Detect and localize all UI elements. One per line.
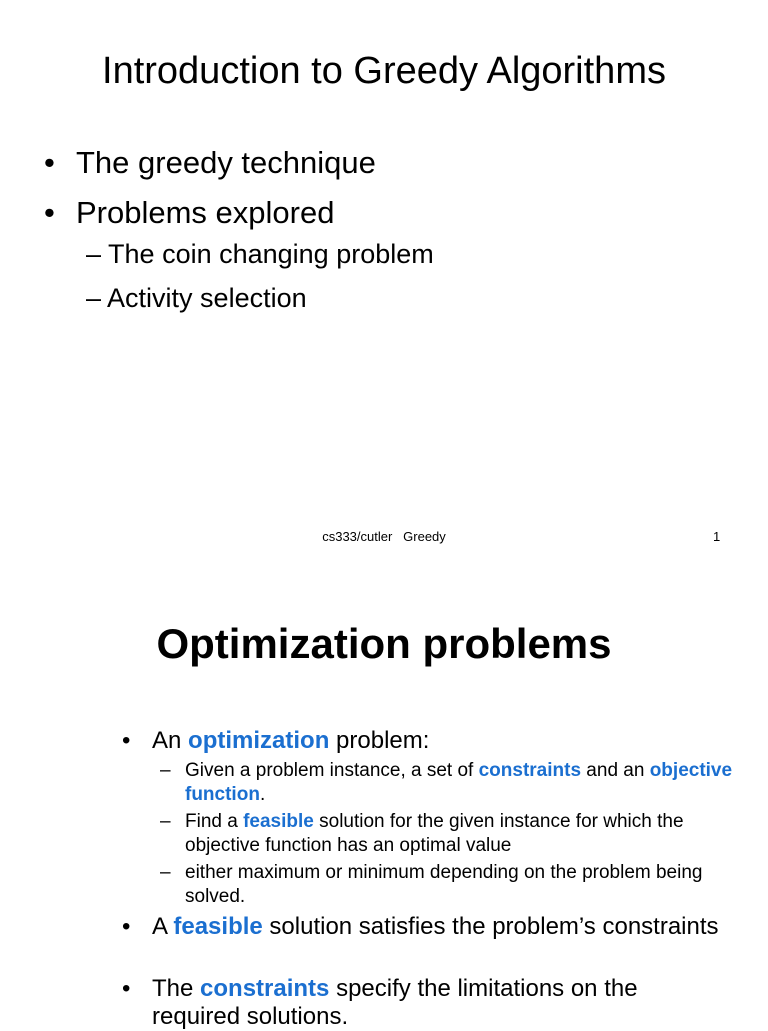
bullet-item [122,727,722,755]
text-span: problem: [329,727,430,754]
text-span: Find a [185,811,244,832]
text-span: solution for the given instance for which the objective function has an optimal value [185,811,684,856]
sub-bullet-text: The coin changing problem [108,239,434,269]
bullet-text: Problems explored [76,195,335,230]
highlight-term: optimization [188,727,330,754]
slide-2-title: Optimization problems [156,620,612,667]
sub-bullet-text: either maximum or minimum depending on the problem being solved. [185,862,703,907]
text-span: specify the limitations on the required solutions. [152,975,638,1030]
bullet-item [122,913,722,941]
sub-bullet-item [160,810,760,858]
highlight-term: feasible [243,811,314,832]
sub-bullet-item [86,276,434,320]
dash-marker: – [86,283,102,313]
bullet-marker: • [122,975,131,1002]
dash-marker: – [86,239,102,269]
text-span: . [259,784,266,805]
text-span: A [152,913,174,940]
sub-bullet-item [160,861,760,909]
text-span: The [152,975,201,1002]
slide-1-bullet-list [44,138,376,238]
sub-bullet-text [185,759,760,807]
highlight-term: objective function [185,760,733,805]
highlight-term: feasible [173,913,263,940]
bullet-marker: • [44,195,55,230]
sub-bullet-text [185,810,760,858]
page-number: 1 [713,529,721,544]
slide-2 [0,578,768,1030]
bullet-item [44,138,376,188]
bullet-text [152,727,722,755]
text-span: An [152,727,189,754]
bullet-marker: • [122,727,131,754]
slide-1-sub-list [86,232,434,320]
bullet-text [152,913,722,941]
sub-bullet-text: Activity selection [107,283,307,313]
bullet-item [44,188,376,238]
slide-footer: cs333/cutler Greedy [322,529,446,544]
sub-bullet-item [86,232,434,276]
bullet-text: The greedy technique [76,145,376,180]
dash-marker: – [160,811,171,832]
dash-marker: – [160,862,171,883]
text-span: and an [581,760,650,781]
slide-1-title: Introduction to Greedy Algorithms [102,50,666,92]
bullet-text [152,975,722,1031]
dash-marker: – [160,760,171,781]
bullet-item [122,975,722,1031]
highlight-term: constraints [200,975,330,1002]
sub-bullet-item [160,759,760,807]
bullet-marker: • [44,145,55,180]
text-span: solution satisfies the problem’s constraints [262,913,719,940]
highlight-term: constraints [478,760,582,781]
bullet-marker: • [122,913,131,940]
text-span: Given a problem instance, a set of [185,760,479,781]
